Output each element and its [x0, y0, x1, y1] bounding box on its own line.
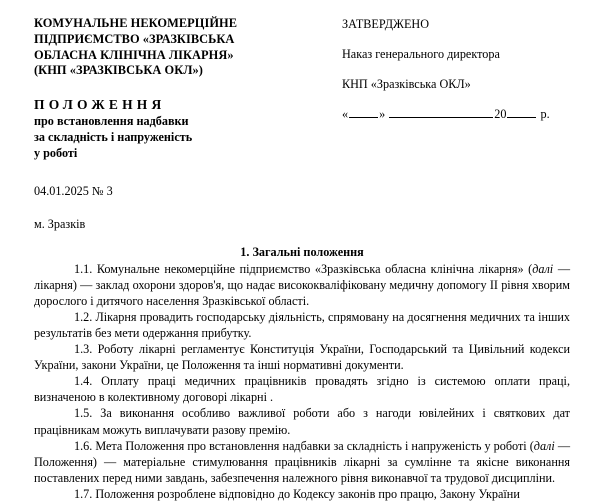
clause-paragraph: [34, 486, 570, 502]
document-header: [0, 0, 600, 232]
document-subtitle-line: про встановлення надбавки: [34, 114, 189, 129]
clause-paragraph: [34, 373, 570, 405]
approval-year-suffix: р.: [540, 107, 550, 121]
approval-organization-line: КНП «Зразківська ОКЛ»: [342, 77, 471, 91]
document-body: [0, 244, 600, 502]
clause-text: 1.1. Комунальне некомерційне підприємство «Зразківська обласна клінічна лікарня» (: [74, 261, 533, 276]
organization-name: [34, 16, 322, 79]
organization-name-line: ПІДПРИЄМСТВО «ЗРАЗКІВСЬКА: [34, 31, 235, 46]
clause-paragraph: [34, 341, 570, 373]
approval-month-blank: [389, 107, 493, 118]
document-subtitle: [34, 114, 322, 161]
approval-date-quote-close: »: [379, 107, 386, 121]
approval-order-line: Наказ генерального директора: [342, 47, 500, 61]
clause-paragraph: [34, 405, 570, 437]
clause-paragraph: [34, 438, 570, 486]
organization-name-line: ОБЛАСНА КЛІНІЧНА ЛІКАРНЯ»: [34, 47, 234, 62]
organization-name-line: (КНП «ЗРАЗКІВСЬКА ОКЛ»): [34, 63, 203, 78]
clause-text: — лікарня) — заклад охорони здоров'я, що надає висококваліфіковану медичну допомогу ІІ рівня хворим дорослого і дитячого населення Зразківської області.: [34, 261, 571, 308]
clause-text: 1.5. За виконання особливо важливої роботи або з нагоди ювілейних і святкових дат працівникам можуть виплачувати разову премію.: [34, 406, 570, 437]
clause-text: — Положення) — матеріальне стимулювання працівників лікарні за сумлінне та якісне виконання поставлених перед ними завдань, забезпечення належного рівня виконавчої та трудової дисципліни.: [34, 438, 571, 485]
clause-emphasis: далі: [533, 438, 555, 453]
document-kind-title: ПОЛОЖЕННЯ: [34, 97, 166, 113]
clause-text: 1.4. Оплату праці медичних працівників провадять згідно із системою оплати праці, визначеною в колективному договорі лікарні .: [34, 374, 570, 405]
approval-day-blank: [349, 107, 378, 118]
approval-heading: ЗАТВЕРДЖЕНО: [342, 17, 429, 31]
clause-text: 1.7. Положення розроблене відповідно до Кодексу законів про працю, Закону України: [74, 486, 520, 501]
clause-list: [34, 261, 570, 502]
approval-year-prefix: 20: [494, 107, 507, 121]
clause-emphasis: далі: [532, 261, 554, 276]
section-heading: 1. Загальні положення: [240, 244, 364, 259]
approval-year-blank: [507, 107, 536, 118]
clause-text: 1.6. Мета Положення про встановлення надбавки за складність і напруженість у роботі (: [74, 438, 534, 453]
approval-block: [322, 16, 570, 122]
approval-date-line: [342, 106, 570, 122]
clause-text: 1.2. Лікарня провадить господарську діяльність, спрямовану на досягнення медичних та інших результатів без мети одержання прибутку.: [34, 309, 570, 340]
document-place: м. Зразків: [34, 216, 86, 231]
document-subtitle-line: у роботі: [34, 145, 78, 160]
header-left-column: [34, 16, 322, 232]
organization-name-line: КОМУНАЛЬНЕ НЕКОМЕРЦІЙНЕ: [34, 16, 238, 30]
clause-paragraph: [34, 261, 570, 309]
document-subtitle-line: за складність і напруженість: [34, 129, 193, 144]
clause-text: 1.3. Роботу лікарні регламентує Конституція України, Господарський та Цивільний кодекси України, закони України, це Положення та інші нормативні документи.: [34, 342, 570, 373]
approval-date-quote-open: «: [342, 107, 349, 121]
document-date-number: 04.01.2025 № 3: [34, 183, 113, 198]
clause-paragraph: [34, 309, 570, 341]
